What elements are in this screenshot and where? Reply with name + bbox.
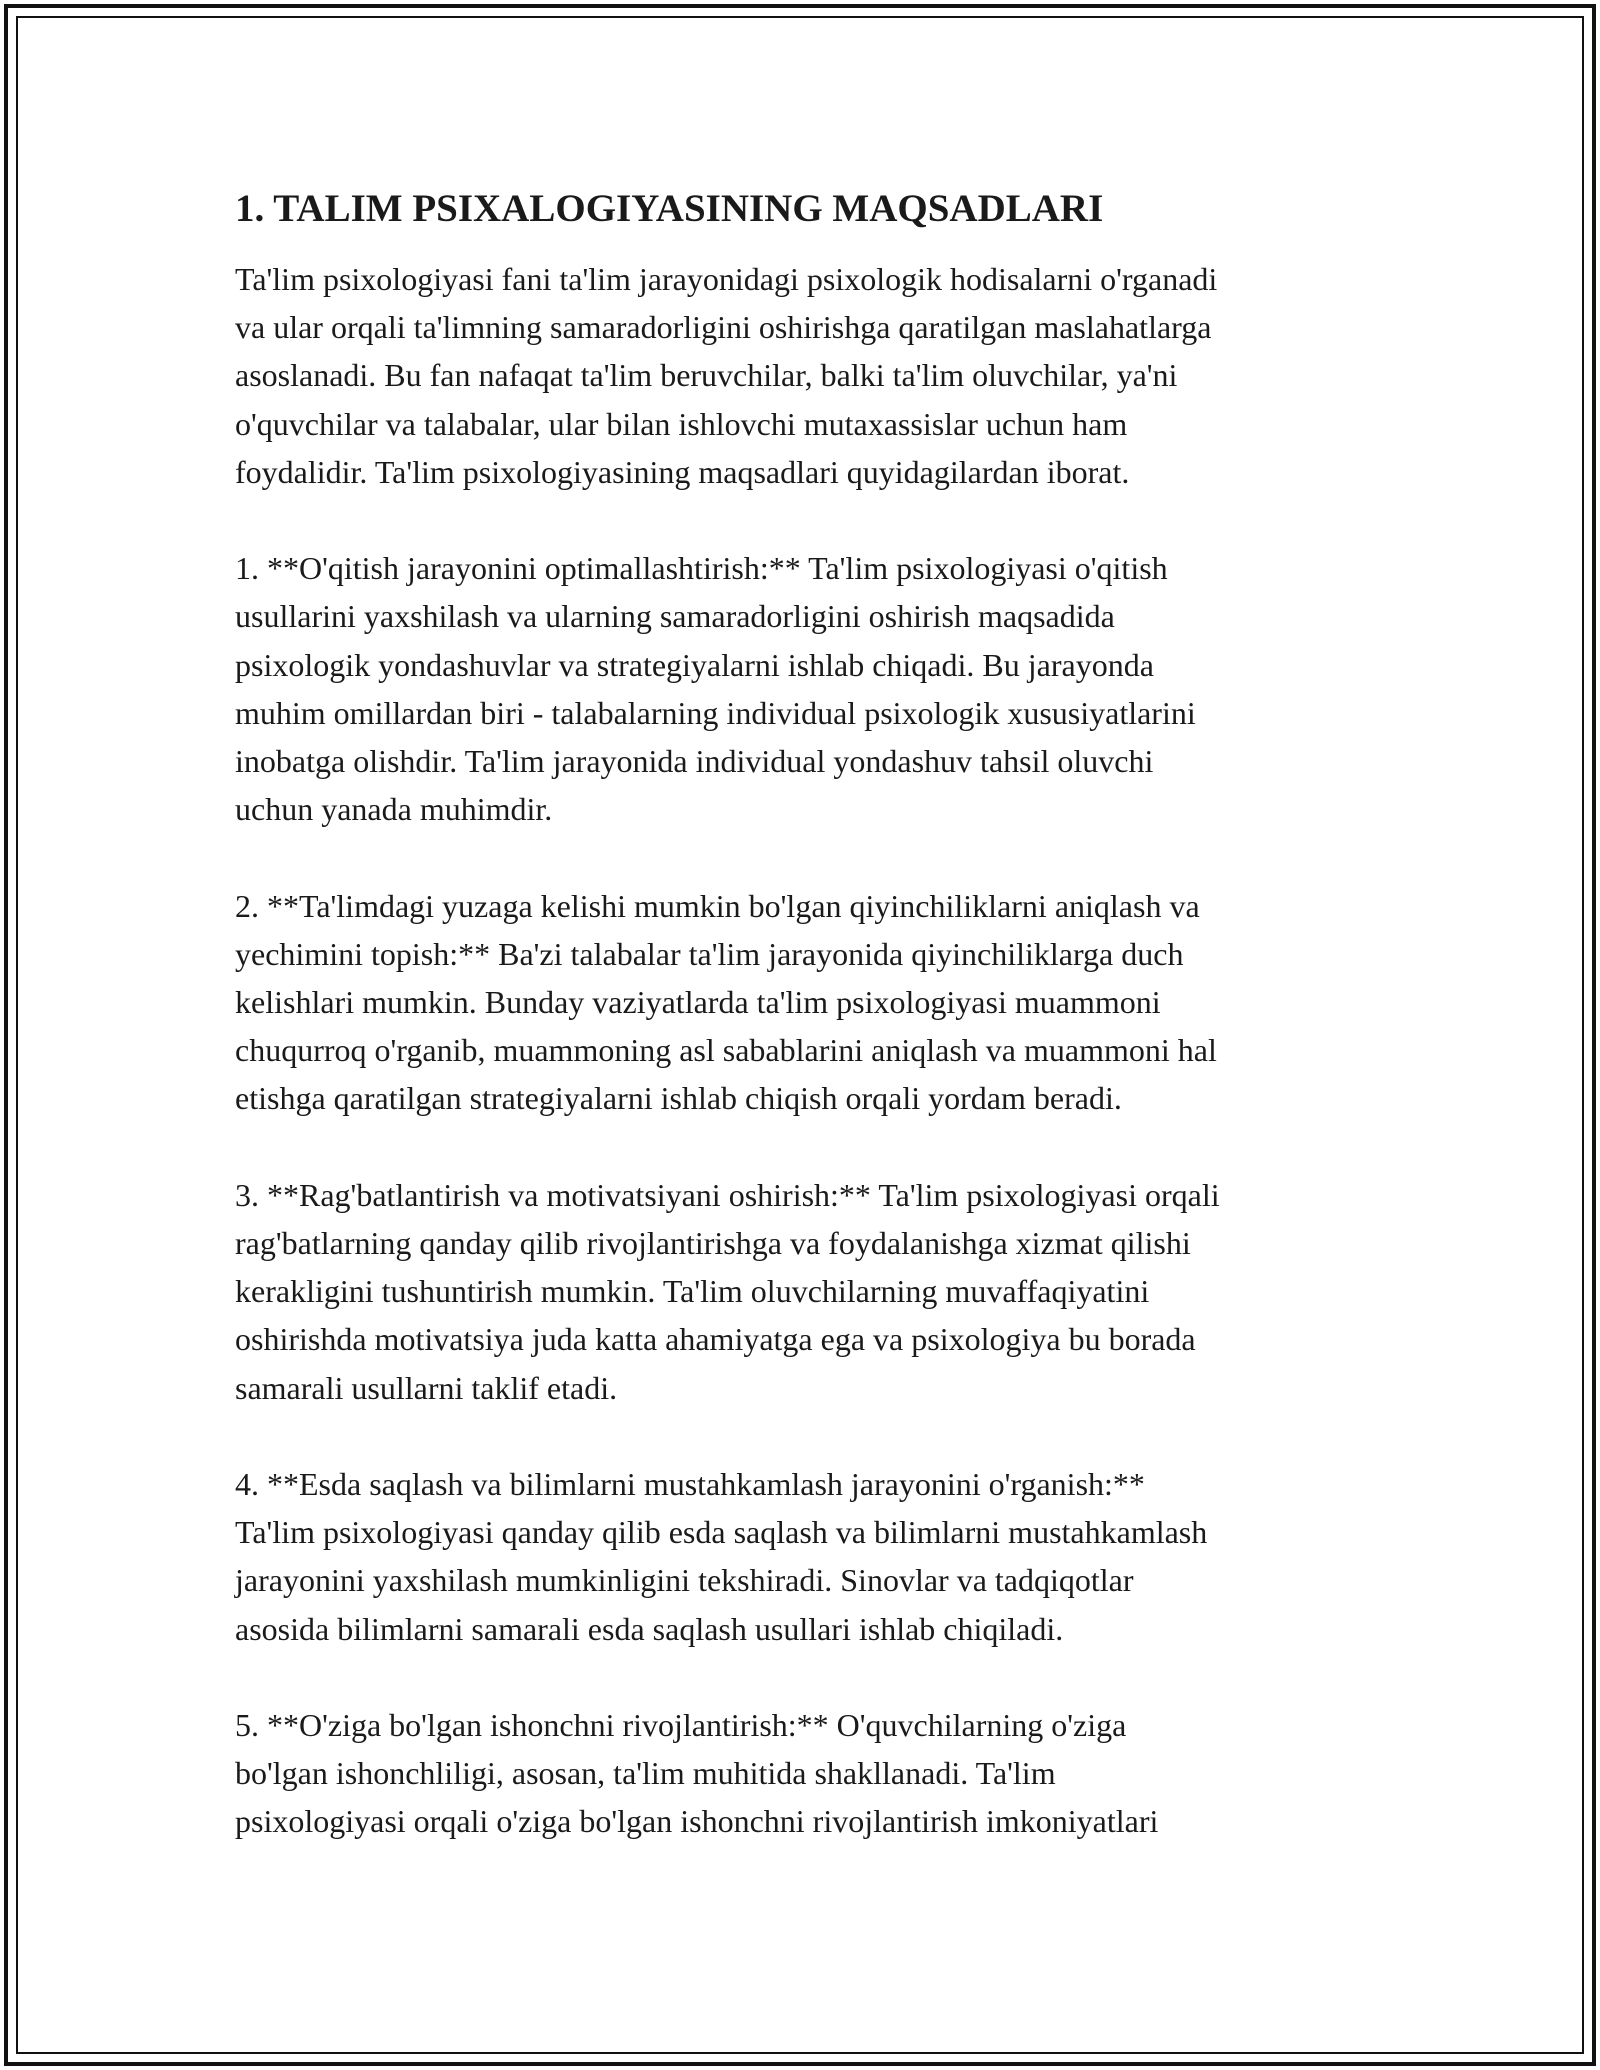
- paragraph-4: [235, 1171, 1395, 1412]
- document-title: 1. TALIM PSIXALOGIYASINING MAQSADLARI: [235, 187, 1104, 230]
- paragraph-line: chuqurroq o'rganib, muammoning asl sabablarini aniqlash va muammoni hal: [235, 1032, 1217, 1069]
- paragraph-5: [235, 1460, 1395, 1653]
- paragraph-line: Ta'lim psixologiyasi fani ta'lim jarayonidagi psixologik hodisalarni o'rganadi: [235, 261, 1218, 297]
- paragraph-line: uchun yanada muhimdir.: [235, 791, 553, 828]
- paragraph-1: [235, 255, 1395, 496]
- paragraph-line: psixologik yondashuvlar va strategiyalarni ishlab chiqadi. Bu jarayonda: [235, 646, 1154, 683]
- paragraph-6: [235, 1701, 1395, 1846]
- paragraph-2: [235, 544, 1395, 833]
- paragraph-line: etishga qaratilgan strategiyalarni ishlab chiqish orqali yordam beradi.: [235, 1080, 1122, 1117]
- paragraph-line: psixologiyasi orqali o'ziga bo'lgan ishonchni rivojlantirish imkoniyatlari: [235, 1803, 1159, 1840]
- paragraph-line: asosida bilimlarni samarali esda saqlash usullari ishlab chiqiladi.: [235, 1610, 1064, 1647]
- paragraph-line: jarayonini yaxshilash mumkinligini tekshiradi. Sinovlar va tadqiqotlar: [235, 1562, 1134, 1599]
- paragraph-list: [235, 255, 1395, 1846]
- paragraph-line: va ular orqali ta'limning samaradorligini oshirishga qaratilgan maslahatlarga: [235, 309, 1212, 346]
- paragraph-line: oshirishda motivatsiya juda katta ahamiyatga ega va psixologiya bu borada: [235, 1321, 1196, 1358]
- paragraph-line: yechimini topish:** Ba'zi talabalar ta'lim jarayonida qiyinchiliklarga duch: [235, 935, 1184, 972]
- paragraph-line: kelishlari mumkin. Bunday vaziyatlarda ta'lim psixologiyasi muammoni: [235, 984, 1161, 1021]
- paragraph-line: 5. **O'ziga bo'lgan ishonchni rivojlantirish:** O'quvchilarning o'ziga: [235, 1707, 1127, 1744]
- document-body: [235, 185, 1395, 1894]
- paragraph-line: usullarini yaxshilash va ularning samaradorligini oshirish maqsadida: [235, 598, 1115, 635]
- paragraph-line: samarali usullarni taklif etadi.: [235, 1369, 618, 1406]
- paragraph-3: [235, 882, 1395, 1123]
- paragraph-line: 3. **Rag'batlantirish va motivatsiyani oshirish:** Ta'lim psixologiyasi orqali: [235, 1176, 1220, 1213]
- paragraph-line: rag'batlarning qanday qilib rivojlantirishga va foydalanishga xizmat qilishi: [235, 1225, 1191, 1262]
- paragraph-line: o'quvchilar va talabalar, ular bilan ishlovchi mutaxassislar uchun ham: [235, 405, 1128, 442]
- paragraph-line: inobatga olishdir. Ta'lim jarayonida individual yondashuv tahsil oluvchi: [235, 743, 1154, 780]
- paragraph-line: 4. **Esda saqlash va bilimlarni mustahkamlash jarayonini o'rganish:**: [235, 1466, 1145, 1503]
- paragraph-line: bo'lgan ishonchliligi, asosan, ta'lim muhitida shakllanadi. Ta'lim: [235, 1755, 1056, 1792]
- paragraph-line: 2. **Ta'limdagi yuzaga kelishi mumkin bo'lgan qiyinchiliklarni aniqlash va: [235, 887, 1200, 924]
- paragraph-line: 1. **O'qitish jarayonini optimallashtirish:** Ta'lim psixologiyasi o'qitish: [235, 550, 1168, 587]
- paragraph-line: kerakligini tushuntirish mumkin. Ta'lim oluvchilarning muvaffaqiyatini: [235, 1273, 1150, 1310]
- paragraph-line: foydalidir. Ta'lim psixologiyasining maqsadlari quyidagilardan iborat.: [235, 453, 1130, 490]
- paragraph-line: muhim omillardan biri - talabalarning individual psixologik xususiyatlarini: [235, 694, 1196, 731]
- paragraph-line: asoslanadi. Bu fan nafaqat ta'lim beruvchilar, balki ta'lim oluvchilar, ya'ni: [235, 357, 1178, 394]
- paragraph-line: Ta'lim psixologiyasi qanday qilib esda saqlash va bilimlarni mustahkamlash: [235, 1514, 1208, 1551]
